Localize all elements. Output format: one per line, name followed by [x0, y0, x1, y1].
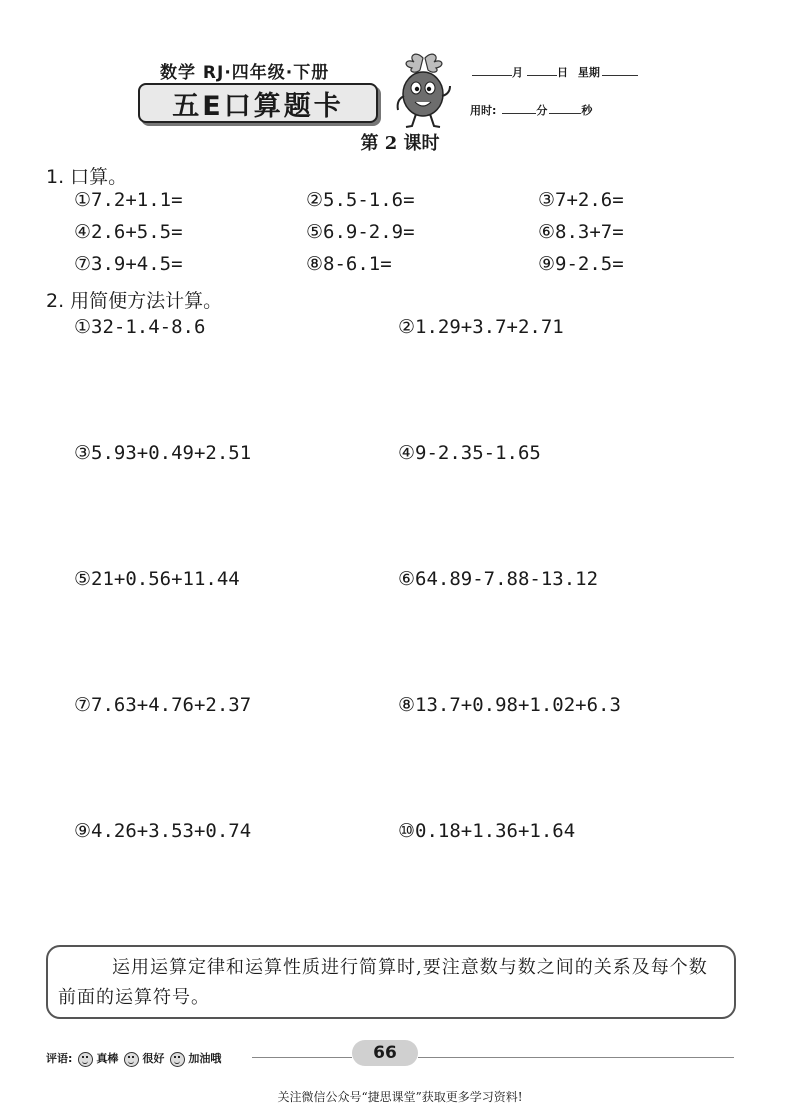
second-label: 秒 — [581, 104, 593, 117]
q1-item-1: ①7.2+1.1= — [74, 189, 183, 211]
q2-item-3: ③5.93+0.49+2.51 — [74, 442, 252, 464]
rating-label: 评语: — [46, 1052, 73, 1065]
footer-rule-left — [252, 1057, 352, 1058]
day-blank[interactable] — [527, 65, 557, 76]
good-face-icon[interactable] — [124, 1052, 139, 1067]
cheer-face-icon[interactable] — [170, 1052, 185, 1067]
q1-item-7: ⑦3.9+4.5= — [74, 253, 183, 275]
q2-item-10: ⑩0.18+1.36+1.64 — [398, 820, 576, 842]
month-blank[interactable] — [472, 65, 512, 76]
page-number: 66 — [352, 1040, 418, 1066]
tip-text: 运用运算定律和运算性质进行简算时,要注意数与数之间的关系及每个数前面的运算符号。 — [58, 957, 708, 1008]
q1-item-8: ⑧8-6.1= — [306, 253, 392, 275]
q1-heading: 1. 口算。 — [46, 166, 128, 188]
subject-line: 数学 RJ·四年级·下册 — [160, 63, 330, 83]
q2-item-2: ②1.29+3.7+2.71 — [398, 316, 564, 338]
q1-item-4: ④2.6+5.5= — [74, 221, 183, 243]
week-blank[interactable] — [602, 65, 638, 76]
title-banner: 五E口算题卡 — [138, 83, 378, 123]
q2-item-9: ⑨4.26+3.53+0.74 — [74, 820, 252, 842]
footer-rule-right — [418, 1057, 734, 1058]
q1-item-9: ⑨9-2.5= — [538, 253, 624, 275]
great-face-icon[interactable] — [78, 1052, 93, 1067]
q2-heading: 2. 用简便方法计算。 — [46, 290, 223, 312]
second-blank[interactable] — [549, 103, 581, 114]
q2-item-7: ⑦7.63+4.76+2.37 — [74, 694, 252, 716]
mascot-icon — [390, 50, 456, 130]
time-label: 用时: — [470, 104, 497, 117]
q2-item-8: ⑧13.7+0.98+1.02+6.3 — [398, 694, 621, 716]
q1-item-2: ②5.5-1.6= — [306, 189, 415, 211]
rating-row — [46, 1050, 221, 1067]
week-label: 星期 — [577, 66, 600, 79]
day-label: 日 — [557, 66, 568, 79]
tip-box — [46, 945, 736, 1019]
rating-great: 真棒 — [96, 1052, 119, 1065]
bottom-note: 关注微信公众号“捷思课堂”获取更多学习资料! — [277, 1090, 523, 1104]
minute-label: 分 — [536, 104, 548, 117]
lesson-title: 第 2 课时 — [360, 133, 440, 154]
q1-item-5: ⑤6.9-2.9= — [306, 221, 415, 243]
q2-item-6: ⑥64.89-7.88-13.12 — [398, 568, 599, 590]
q1-item-3: ③7+2.6= — [538, 189, 624, 211]
q2-item-4: ④9-2.35-1.65 — [398, 442, 541, 464]
rating-cheer: 加油哦 — [188, 1052, 222, 1065]
minute-blank[interactable] — [502, 103, 536, 114]
rating-good: 很好 — [142, 1052, 165, 1065]
time-line — [470, 102, 592, 118]
q2-item-1: ①32-1.4-8.6 — [74, 316, 206, 338]
q1-item-6: ⑥8.3+7= — [538, 221, 624, 243]
date-line — [472, 64, 638, 80]
month-label: 月 — [512, 66, 523, 79]
q2-item-5: ⑤21+0.56+11.44 — [74, 568, 240, 590]
